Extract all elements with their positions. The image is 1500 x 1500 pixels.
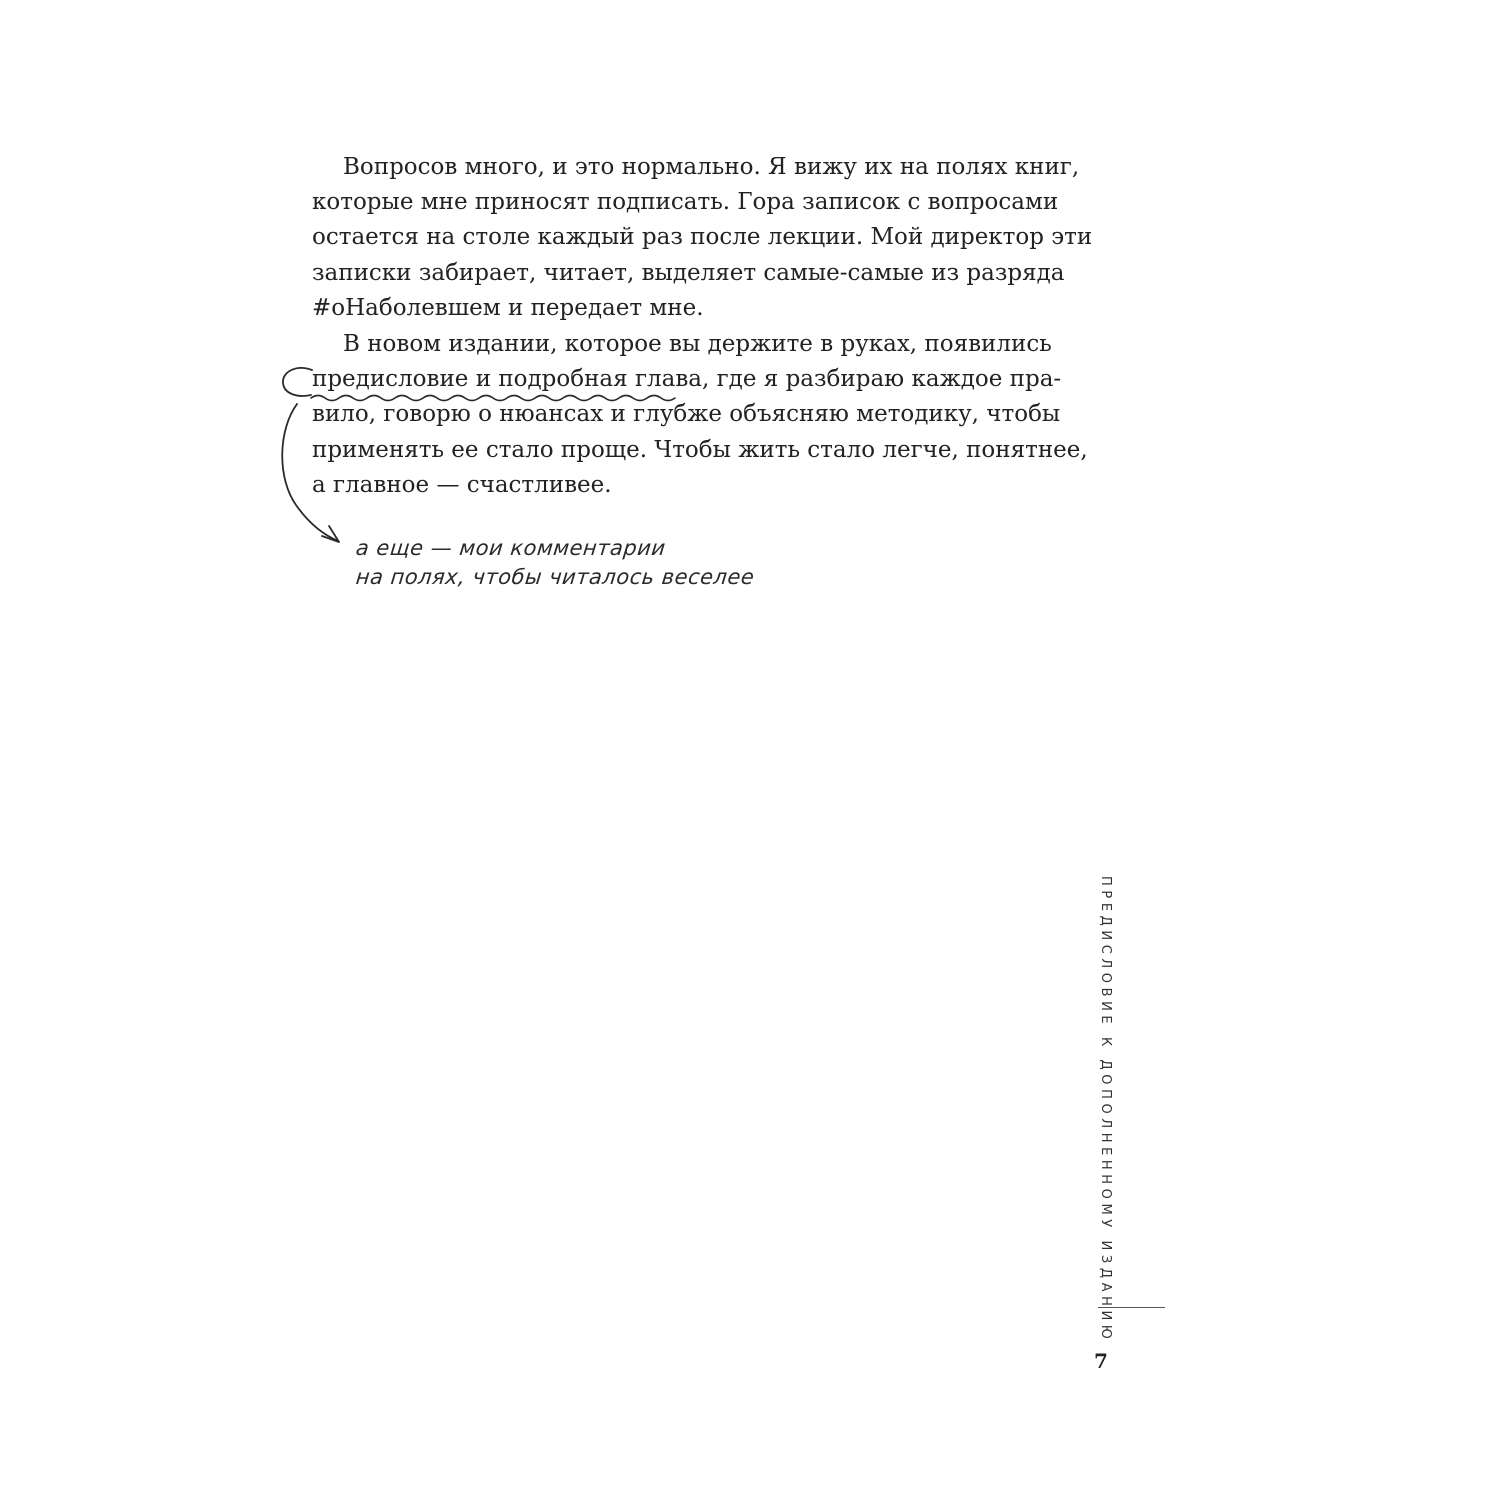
paragraph-1-line-3: остается на столе каждый раз после лекции. Мой директор эти (312, 224, 1093, 250)
arrow-head-icon (322, 526, 339, 542)
margin-note-line-2: на полях, чтобы читалось веселее (354, 565, 756, 589)
paragraph-2-line-4: применять ее стало проще. Чтобы жить стало легче, понятнее, (312, 437, 1088, 463)
paragraph-2-line-3: вило, говорю о нюансах и глубже объясняю методику, чтобы (312, 401, 1061, 427)
page-number: 7 (1094, 1349, 1108, 1373)
margin-note-line-1: а еще — мои комментарии (354, 536, 667, 560)
paragraph-2-line-5: а главное — счастливее. (312, 472, 612, 498)
paragraph-2-line-1: В новом издании, которое вы держите в руках, появились (343, 331, 1052, 357)
paragraph-1-line-1: Вопросов много, и это нормально. Я вижу их на полях книг, (343, 154, 1080, 180)
paragraph-1-line-4: записки забирает, читает, выделяет самые-самые из разряда (312, 260, 1065, 286)
folio-divider (1098, 1307, 1165, 1308)
paragraph-1-line-2: которые мне приносят подписать. Гора записок с вопросами (312, 189, 1059, 215)
paragraph-2-line-2: предисловие и подробная глава, где я разбираю каждое пра- (312, 366, 1062, 392)
loop-bracket (283, 368, 312, 396)
paragraph-1-line-5: #оНаболевшем и передает мне. (312, 295, 704, 321)
running-head: ПРЕДИСЛОВИЕ К ДОПОЛНЕННОМУ ИЗДАНИЮ (1098, 876, 1113, 1344)
